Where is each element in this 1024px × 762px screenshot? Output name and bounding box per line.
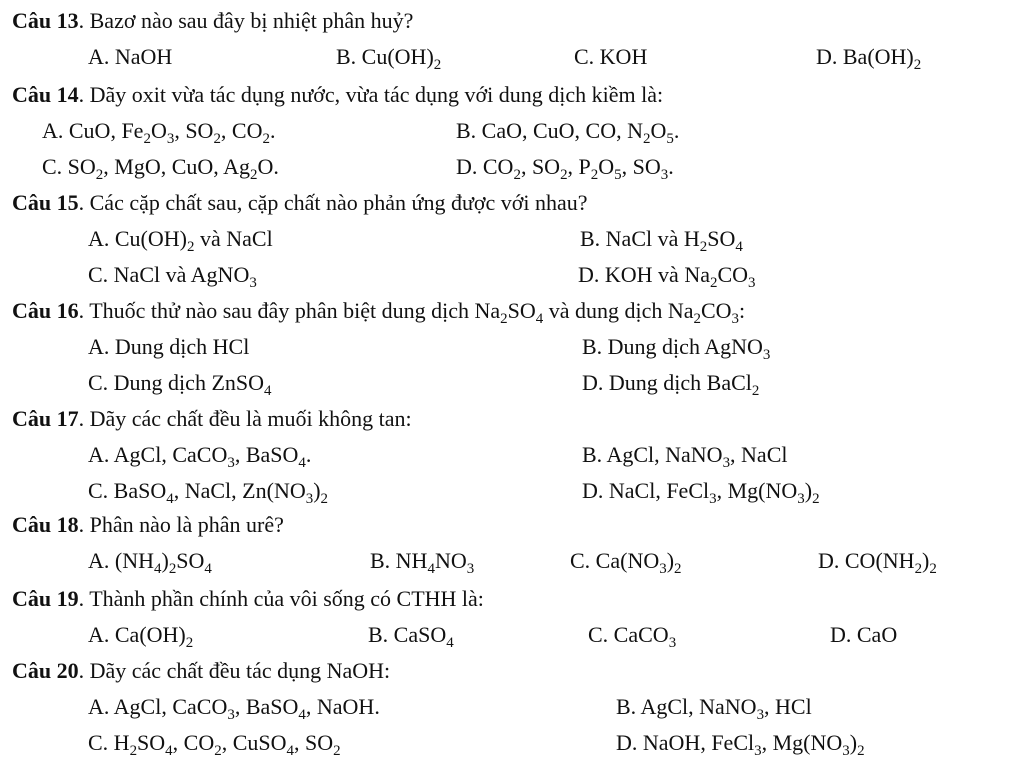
question-number: Câu 15 bbox=[12, 190, 79, 215]
option-d: D. CaO bbox=[830, 622, 898, 647]
option-b: B. $NH_4NO_3$ bbox=[370, 548, 475, 577]
question-number: Câu 19 bbox=[12, 586, 79, 611]
option-d: D. NaOH, FeCl$_3$, $Mg(NO_3)_2$ bbox=[616, 730, 865, 759]
option-d: D. KOH và $Na_2CO_3$ bbox=[578, 262, 756, 291]
question-text: . Thành phần chính của vôi sống có CTHH là: bbox=[78, 586, 484, 611]
question-number: Câu 20 bbox=[12, 658, 79, 683]
question-number: Câu 14 bbox=[12, 82, 79, 107]
question-17 bbox=[12, 408, 412, 430]
option-c: C. $H_2SO_4$, $CO_2$, CuSO$_4$, $SO_2$ bbox=[88, 730, 341, 759]
option-d: D. $CO(NH_2)_2$ bbox=[818, 548, 937, 577]
option-c: C. CaCO$_3$ bbox=[588, 622, 677, 651]
option-a: A. CuO, $Fe_2O_3$, $SO_2$, $CO_2$. bbox=[42, 118, 276, 147]
question-text: . Dãy oxit vừa tác dụng nước, vừa tác dụng với dung dịch kiềm là: bbox=[78, 82, 664, 107]
question-number: Câu 16 bbox=[12, 298, 79, 323]
question-19 bbox=[12, 588, 484, 610]
option-b: B. AgCl, NaNO$_3$, HCl bbox=[616, 694, 812, 723]
question-14 bbox=[12, 84, 663, 106]
option-c: C. $SO_2$, MgO, CuO, $Ag_2O$. bbox=[42, 154, 279, 183]
option-b: B. AgCl, NaNO$_3$, NaCl bbox=[582, 442, 788, 471]
question-number: Câu 18 bbox=[12, 512, 79, 537]
option-c: C. Dung dịch ZnSO$_4$ bbox=[88, 370, 272, 399]
question-13 bbox=[12, 10, 413, 32]
question-text: . Dãy các chất đều là muối không tan: bbox=[78, 406, 412, 431]
option-d: D. Dung dịch BaCl$_2$ bbox=[582, 370, 760, 399]
option-a: A. $Ca(OH)_2$ bbox=[88, 622, 194, 651]
option-a: A. NaOH bbox=[88, 44, 173, 69]
option-d: D. $CO_2$, $SO_2$, $P_2O_5$, $SO_3$. bbox=[456, 154, 674, 183]
question-number: Câu 17 bbox=[12, 406, 79, 431]
option-a: A. $Cu(OH)_2$ và NaCl bbox=[88, 226, 273, 255]
option-d: D. NaCl, FeCl$_3$, $Mg(NO_3)_2$ bbox=[582, 478, 820, 507]
option-d: D. $Ba(OH)_2$ bbox=[816, 44, 922, 73]
option-a: A. AgCl, CaCO$_3$, BaSO$_4$. bbox=[88, 442, 312, 471]
question-text: . Dãy các chất đều tác dụng NaOH: bbox=[78, 658, 391, 683]
option-b: B. NaCl và $H_2SO_4$ bbox=[580, 226, 743, 255]
option-b: B. CaO, CuO, CO, $N_2O_5$. bbox=[456, 118, 680, 147]
option-c: C. $Ca(NO_3)_2$ bbox=[570, 548, 682, 577]
option-b: B. CaSO$_4$ bbox=[368, 622, 454, 651]
question-text: . Thuốc thử nào sau đây phân biệt dung dịch $Na_2SO_4$ và dung dịch $Na_2CO_3$: bbox=[78, 298, 746, 327]
question-15 bbox=[12, 192, 588, 214]
option-a: A. $(NH_4)_2SO_4$ bbox=[88, 548, 212, 577]
option-b: B. $Cu(OH)_2$ bbox=[336, 44, 442, 73]
option-c: C. KOH bbox=[574, 44, 648, 69]
question-text: . Phân nào là phân urê? bbox=[78, 512, 284, 537]
option-a: A. AgCl, CaCO$_3$, BaSO$_4$, NaOH. bbox=[88, 694, 380, 723]
option-b: B. Dung dịch AgNO$_3$ bbox=[582, 334, 771, 363]
question-number: Câu 13 bbox=[12, 8, 79, 33]
option-c: C. BaSO$_4$, NaCl, $Zn(NO_3)_2$ bbox=[88, 478, 329, 507]
question-18 bbox=[12, 514, 284, 536]
question-text: . Các cặp chất sau, cặp chất nào phản ứng được với nhau? bbox=[78, 190, 588, 215]
question-text: . Bazơ nào sau đây bị nhiệt phân huỷ? bbox=[78, 8, 414, 33]
option-c: C. NaCl và AgNO$_3$ bbox=[88, 262, 257, 291]
option-a: A. Dung dịch HCl bbox=[88, 334, 250, 359]
question-20 bbox=[12, 660, 390, 682]
question-16 bbox=[12, 298, 746, 327]
